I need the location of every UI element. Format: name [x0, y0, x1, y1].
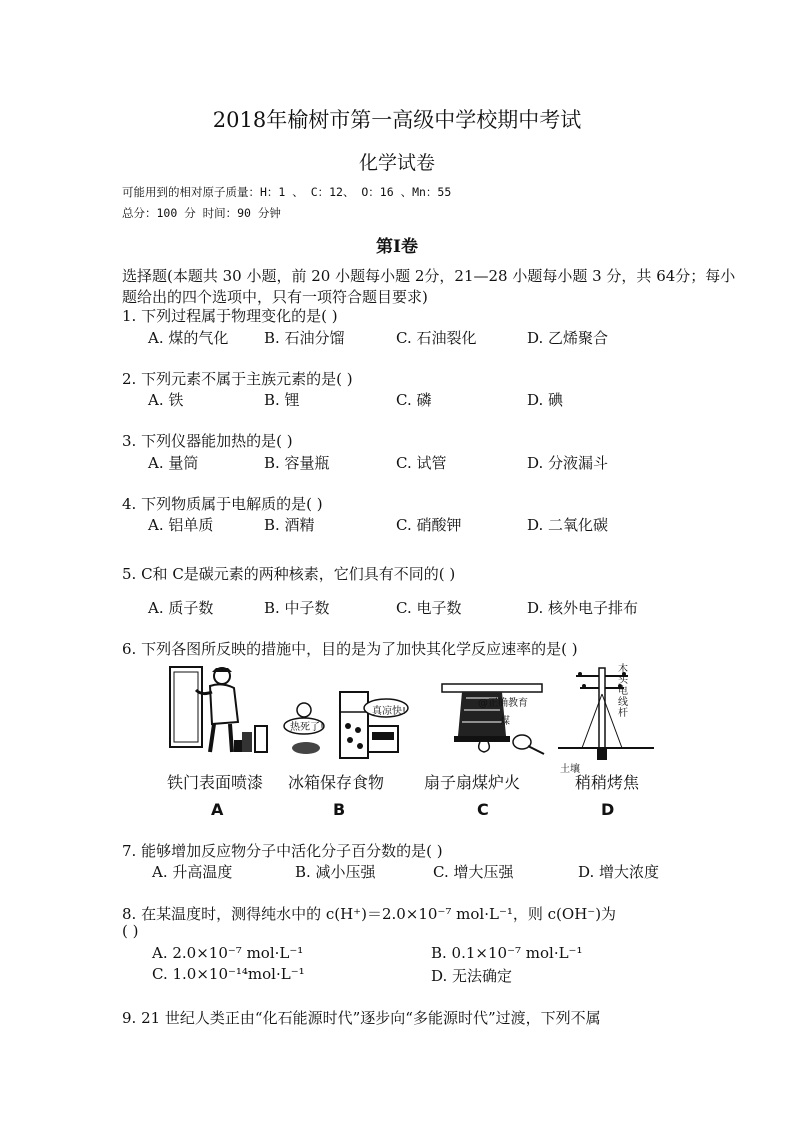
figure-c-coal-stove: [440, 680, 550, 760]
q5-option-d: D. 核外电子排布: [527, 599, 639, 617]
figure-b-hot-text: 热死了!: [290, 722, 325, 733]
figure-a-caption: 铁门表面喷漆: [167, 773, 264, 792]
q7-option-a: A. 升高温度: [152, 863, 233, 881]
pole-char-5: 杆: [618, 708, 628, 719]
question-9-stem: 9. 21 世纪人类正由“化石能源时代”逐步向“多能源时代”过渡，下列不属: [122, 1009, 601, 1027]
figure-b-cool-text: 真凉快!: [372, 706, 407, 717]
question-4-stem: 4. 下列物质属于电解质的是( ): [122, 495, 323, 513]
instructions-line-1: 选择题(本题共 30 小题，前 20 小题每小题 2分，21—28 小题每小题 3 分，共 64分；每小: [122, 267, 736, 285]
figure-d-wooden-pole: [558, 664, 658, 764]
pole-char-3: 电: [618, 686, 628, 697]
pole-char-1: 木: [618, 664, 628, 675]
q5-option-b: B. 中子数: [264, 599, 330, 617]
figure-c-watermark: @正确教育: [478, 698, 528, 709]
q3-option-c: C. 试管: [396, 454, 447, 472]
q2-option-c: C. 磷: [396, 391, 432, 409]
figure-d-caption: 稍稍烤焦: [575, 773, 640, 792]
question-8-stem: 8. 在某温度时，测得纯水中的 c(H⁺)＝2.0×10⁻⁷ mol·L⁻¹，则 c(OH⁻)为: [122, 905, 617, 923]
exam-title: 2018年榆树市第一高级中学校期中考试: [212, 108, 582, 132]
q3-option-d: D. 分液漏斗: [527, 454, 609, 472]
question-3-stem: 3. 下列仪器能加热的是( ): [122, 432, 293, 450]
score-time-info: 总分：100 分 时间：90 分钟: [122, 206, 281, 220]
q4-option-b: B. 酒精: [264, 516, 315, 534]
q3-option-b: B. 容量瓶: [264, 454, 330, 472]
q8-option-b: B. 0.1×10⁻⁷ mol·L⁻¹: [431, 944, 583, 962]
figure-b-letter: B: [333, 800, 346, 819]
figure-a-letter: A: [211, 800, 224, 819]
q4-option-d: D. 二氧化碳: [527, 516, 609, 534]
q3-option-a: A. 量筒: [148, 454, 199, 472]
q8-option-c: C. 1.0×10⁻¹⁴mol·L⁻¹: [152, 965, 305, 983]
q5-option-c: C. 电子数: [396, 599, 462, 617]
figure-c-letter: C: [477, 800, 489, 819]
q2-option-a: A. 铁: [148, 391, 184, 409]
q1-option-d: D. 乙烯聚合: [527, 329, 609, 347]
figure-d-soil-label: 土壤: [560, 764, 580, 775]
q2-option-d: D. 碘: [527, 391, 564, 409]
q1-option-c: C. 石油裂化: [396, 329, 477, 347]
q4-option-a: A. 铝单质: [148, 516, 214, 534]
figure-c-coal-label: 煤: [500, 716, 510, 727]
q5-option-a: A. 质子数: [148, 599, 214, 617]
figure-d-letter: D: [601, 800, 615, 819]
q7-option-c: C. 增大压强: [433, 863, 514, 881]
section-heading: 第Ⅰ卷: [376, 237, 418, 257]
q1-option-a: A. 煤的气化: [148, 329, 229, 347]
question-2-stem: 2. 下列元素不属于主族元素的是( ): [122, 370, 353, 388]
figure-d-pole-label: [618, 664, 630, 719]
instructions-line-2: 题给出的四个选项中，只有一项符合题目要求): [122, 288, 428, 306]
figure-c-caption: 扇子扇煤炉火: [424, 773, 521, 792]
atomic-mass-info: 可能用到的相对原子质量：H：1 、 C：12、 O：16 、Mn：55: [122, 185, 452, 199]
exam-subtitle: 化学试卷: [358, 152, 435, 174]
question-8-stem-continued: ( ): [122, 922, 139, 940]
pole-char-2: 头: [618, 675, 628, 686]
q8-option-d: D. 无法确定: [431, 967, 513, 985]
question-7-stem: 7. 能够增加反应物分子中活化分子百分数的是( ): [122, 842, 443, 860]
question-6-stem: 6. 下列各图所反映的措施中，目的是为了加快其化学反应速率的是( ): [122, 640, 578, 658]
figure-a-door-painting: [160, 662, 275, 762]
question-1-stem: 1. 下列过程属于物理变化的是( ): [122, 307, 338, 325]
q4-option-c: C. 硝酸钾: [396, 516, 462, 534]
q8-option-a: A. 2.0×10⁻⁷ mol·L⁻¹: [152, 944, 304, 962]
figure-b-caption: 冰箱保存食物: [288, 773, 385, 792]
pole-char-4: 线: [618, 697, 628, 708]
q7-option-d: D. 增大浓度: [578, 863, 660, 881]
q2-option-b: B. 锂: [264, 391, 300, 409]
question-5-stem: 5. C和 C是碳元素的两种核素，它们具有不同的( ): [122, 565, 456, 583]
q1-option-b: B. 石油分馏: [264, 329, 345, 347]
q7-option-b: B. 减小压强: [295, 863, 376, 881]
